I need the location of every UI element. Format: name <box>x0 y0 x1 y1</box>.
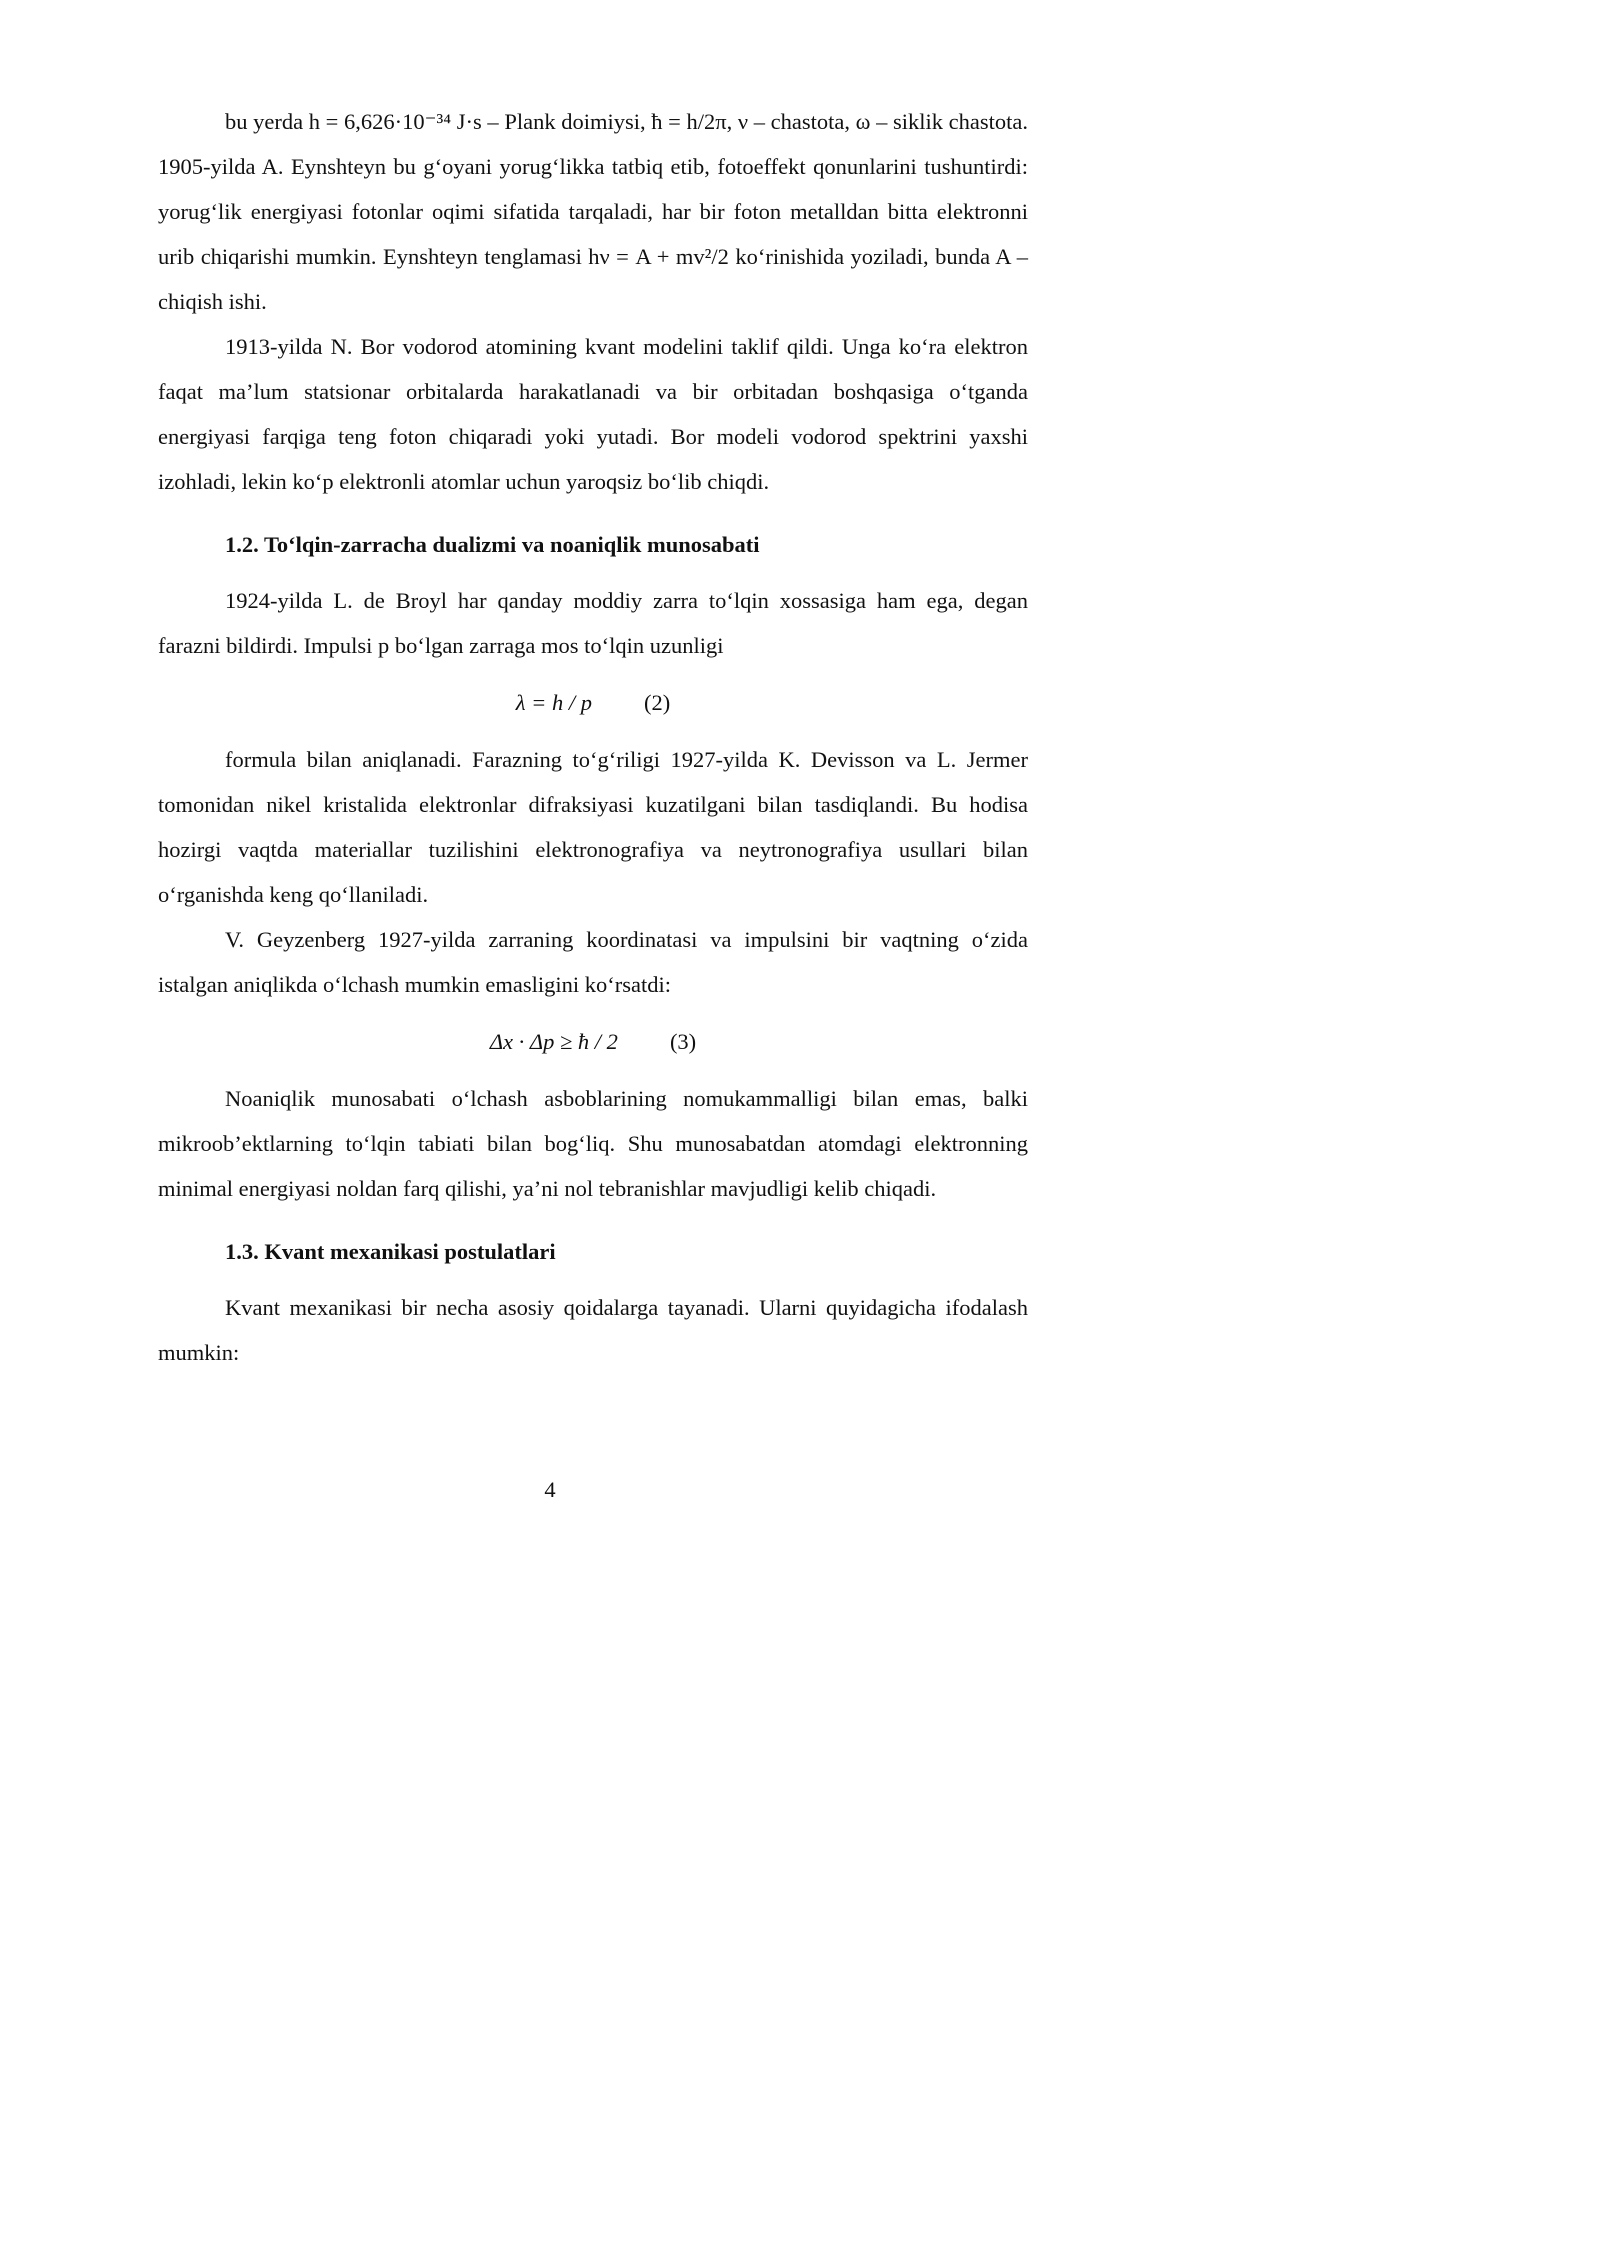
paragraph-de-broglie: 1924-yilda L. de Broyl har qanday moddiy zarra to‘lqin xossasiga ham ega, degan farazni bildirdi. Impulsi p bo‘lgan zarraga mos to‘lqin uzunligi <box>158 588 1028 658</box>
formula-uncertainty <box>158 1019 1028 1064</box>
page-content <box>158 99 1028 1375</box>
formula-number: (2) <box>643 690 671 715</box>
paragraph-davisson-germer: formula bilan aniqlanadi. Farazning to‘g‘riligi 1927-yilda K. Devisson va L. Jermer tomonidan nikel kristalida elektronlar difraksiyasi kuzatilgani bilan tasdiqlandi. Bu hodisa hozirgi vaqtda materiallar tuzilishini elektronografiya va neytronografiya usullari bilan o‘rganishda keng qo‘llaniladi. <box>158 747 1028 907</box>
paragraph-uncertainty-meaning: Noaniqlik munosabati o‘lchash asboblarining nomukammalligi bilan emas, balki mikroob’ektlarning to‘lqin tabiati bilan bog‘liq. Shu munosabatdan atomdagi elektronning minimal energiyasi noldan farq qilishi, ya’ni nol tebranishlar mavjudligi kelib chiqadi. <box>158 1086 1028 1201</box>
section-heading-quantum-postulates: 1.3. Kvant mexanikasi postulatlari <box>225 1239 556 1264</box>
formula-de-broglie <box>158 680 1028 725</box>
paragraph-bohr-model: 1913-yilda N. Bor vodorod atomining kvant modelini taklif qildi. Unga ko‘ra elektron faqat ma’lum statsionar orbitalarda harakatlanadi va bir orbitadan boshqasiga o‘tganda energiyasi farqiga teng foton chiqaradi yoki yutadi. Bor modeli vodorod spektrini yaxshi izohladi, lekin ko‘p elektronli atomlar uchun yaroqsiz bo‘lib chiqdi. <box>158 334 1028 494</box>
page-number: 4 <box>544 1477 556 1502</box>
section-heading-wave-particle-duality: 1.2. To‘lqin-zarracha dualizmi va noaniqlik munosabati <box>225 532 760 557</box>
paragraph-heisenberg: V. Geyzenberg 1927-yilda zarraning koordinatasi va impulsini bir vaqtning o‘zida istalgan aniqlikda o‘lchash mumkin emasligini ko‘rsatdi: <box>158 927 1028 997</box>
formula-expression: λ = h / p <box>515 690 592 715</box>
formula-number: (3) <box>669 1029 697 1054</box>
document-page <box>0 0 1100 1556</box>
paragraph-postulates-intro: Kvant mexanikasi bir necha asosiy qoidalarga tayanadi. Ularni quyidagicha ifodalash mumkin: <box>158 1295 1028 1365</box>
paragraph-planck-einstein: bu yerda h = 6,626·10⁻³⁴ J·s – Plank doimiysi, ħ = h/2π, ν – chastota, ω – siklik chastota. 1905-yilda A. Eynshteyn bu g‘oyani yorug‘likka tatbiq etib, fotoeffekt qonunlarini tushuntirdi: yorug‘lik energiyasi fotonlar oqimi sifatida tarqaladi, har bir foton metalldan bitta elektronni urib chiqarishi mumkin. Eynshteyn tenglamasi hν = A + mv²/2 ko‘rinishida yoziladi, bunda A – chiqish ishi. <box>158 109 1028 314</box>
formula-expression: Δx · Δp ≥ ħ / 2 <box>489 1029 618 1054</box>
